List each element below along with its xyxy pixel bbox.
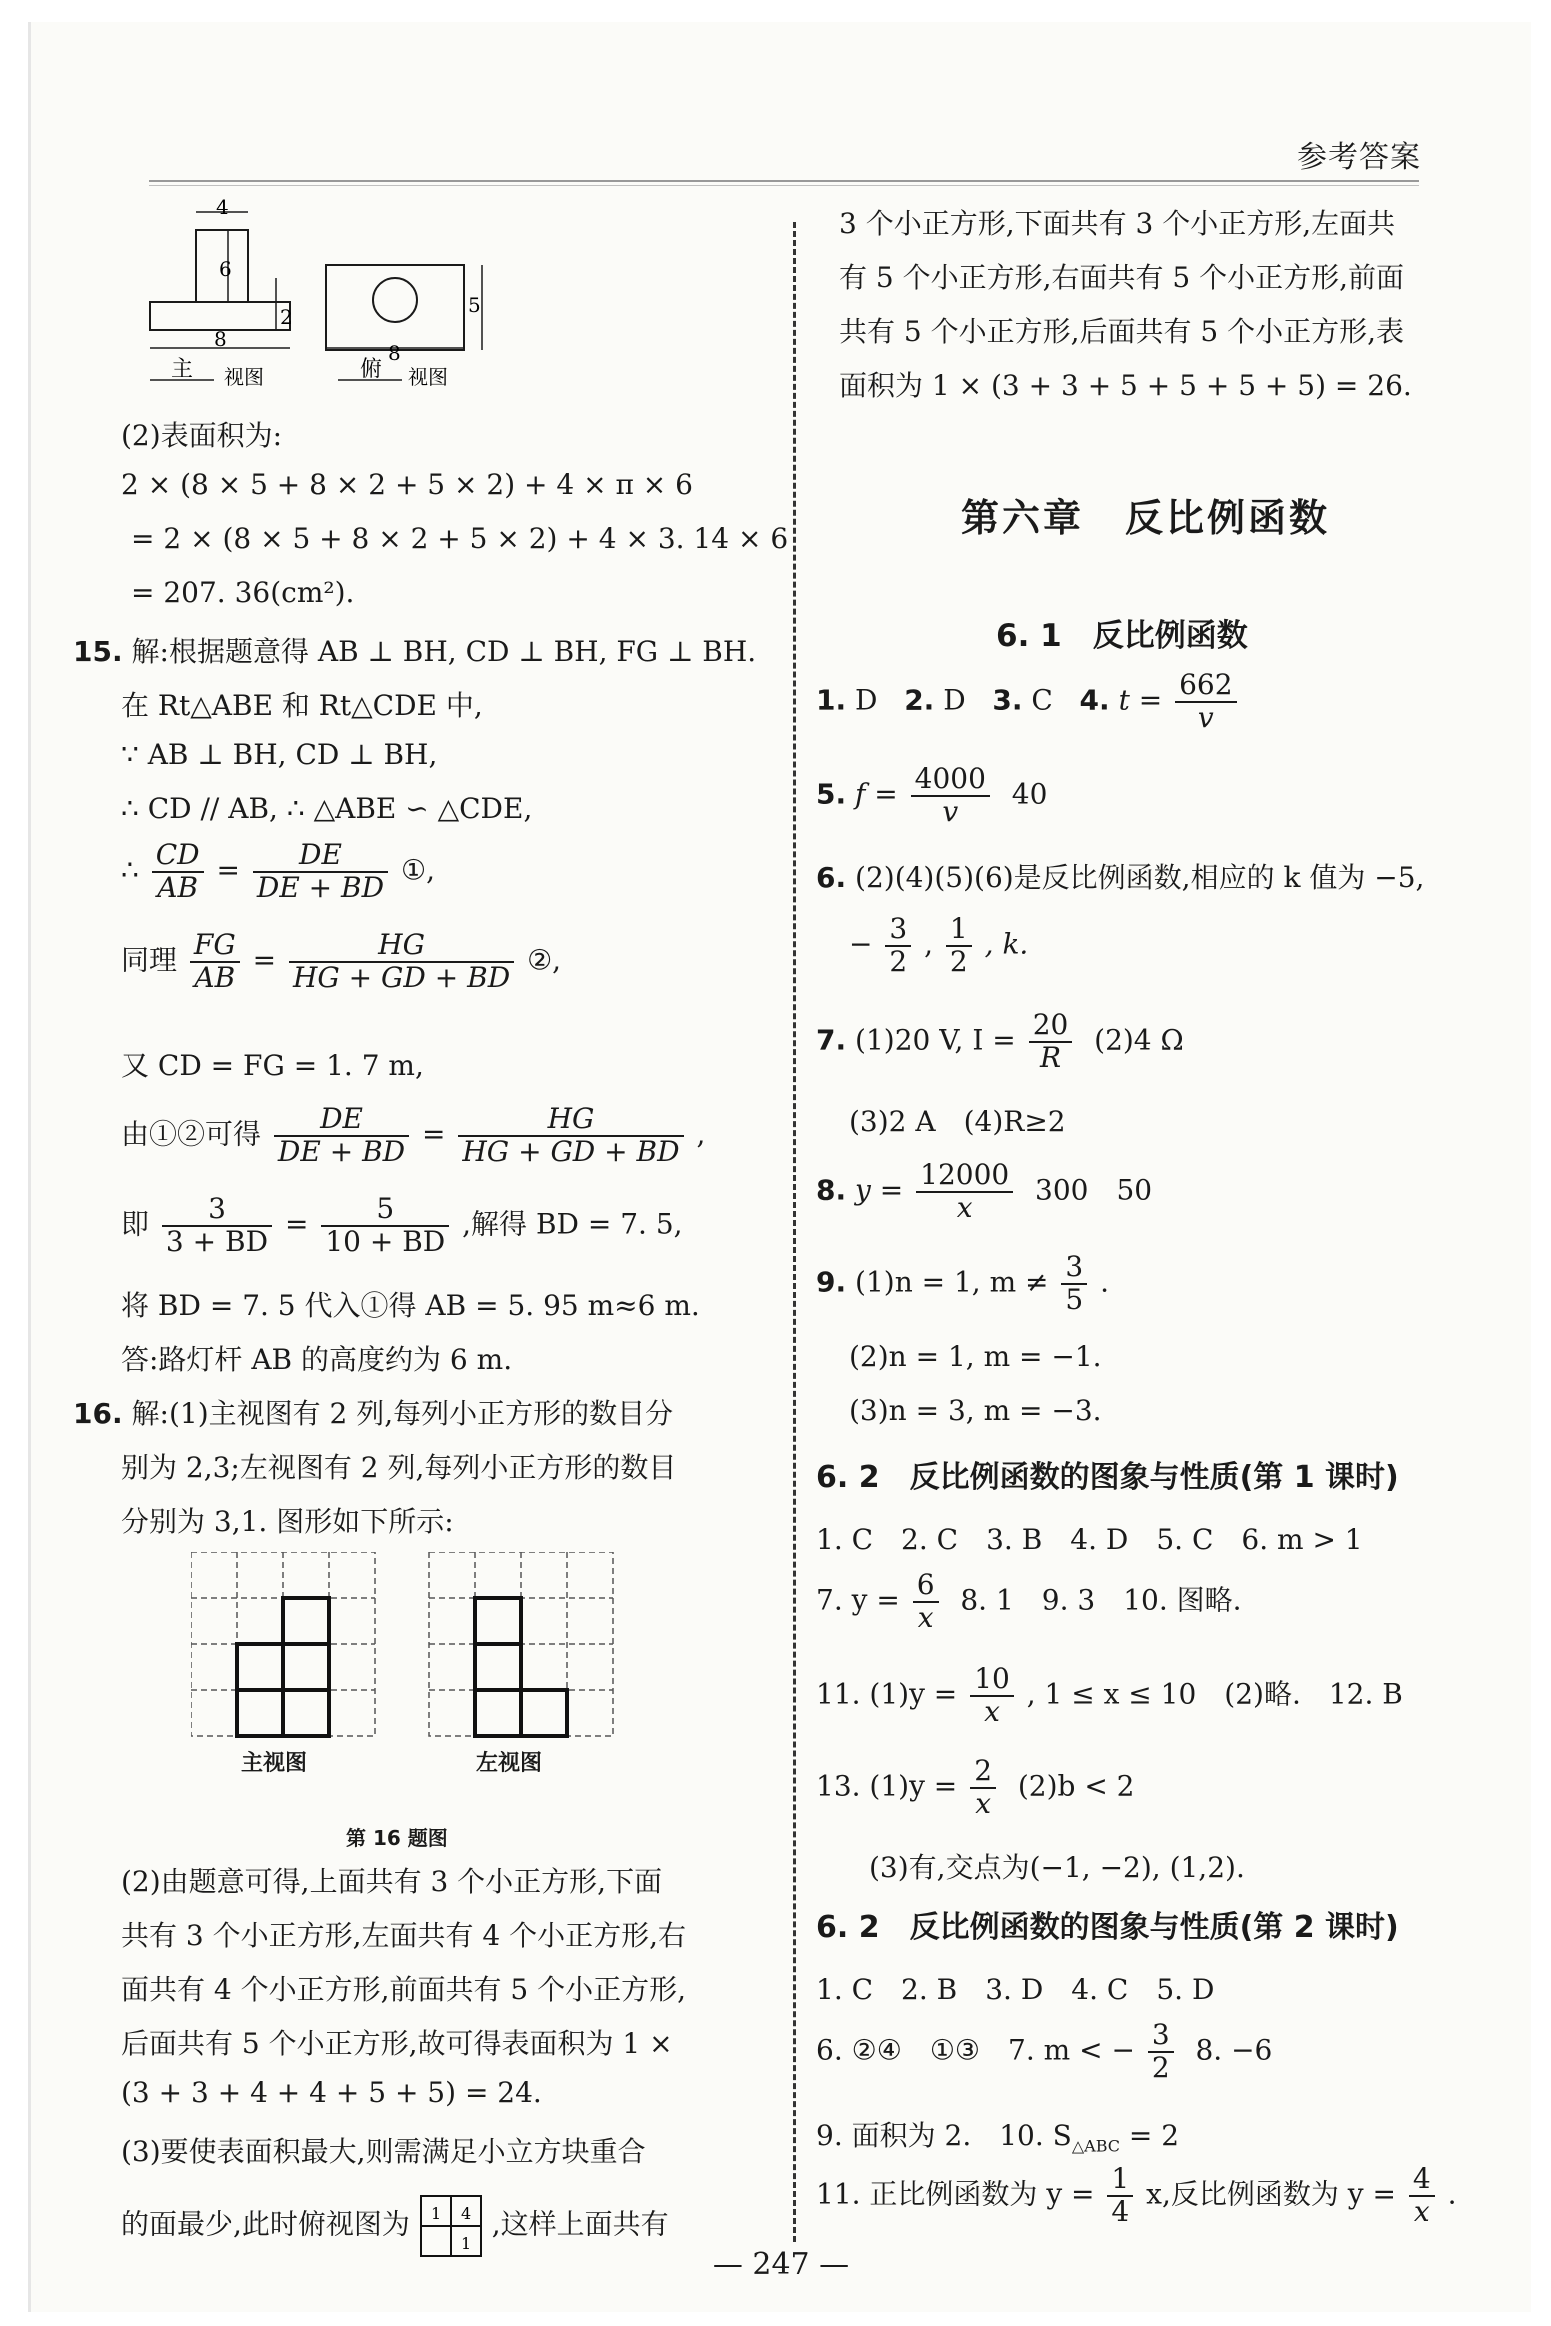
b11-frac: $\frac{10}{x}$ xyxy=(970,1664,1014,1728)
c9-text: 9. 面积为 2. 10. S xyxy=(816,2119,1072,2152)
q15-l5-pre: ∴ xyxy=(121,853,139,887)
ans-6-line1 xyxy=(816,856,1424,896)
q15-l6-frac2: $\frac{HG}{HG + GD + BD}$ xyxy=(289,930,514,994)
q15-line9: 即 $\frac{3}{3 + BD}$ = $\frac{5}{10 + BD}$ ,解得 BD = 7. 5, xyxy=(121,1192,683,1258)
b13-frac: $\frac{2}{x}$ xyxy=(970,1756,996,1820)
p14b-label: (2)表面积为: xyxy=(121,419,283,452)
q15-l5-frac1: $\frac{CD}{AB}$ xyxy=(152,840,204,904)
p14b-line2: = 2 × (8 × 5 + 8 × 2 + 5 × 2) + 4 × 3. 14 × 6 xyxy=(131,522,789,555)
ans-7-line1 xyxy=(816,1010,1184,1074)
q15-l8-post: , xyxy=(696,1117,706,1151)
a8-post: 300 50 xyxy=(1035,1173,1153,1207)
c9-sub: △ABC xyxy=(1071,2136,1120,2156)
q15-line11: 答:路灯杆 AB 的高度约为 6 m. xyxy=(121,1343,513,1376)
a4-pre: t = xyxy=(1118,683,1163,717)
a3-val: C xyxy=(1031,683,1053,717)
a5-frac: $\frac{4000}{v}$ xyxy=(911,764,990,828)
q16-p2-line2: 共有 3 个小正方形,左面共有 4 个小正方形,右 xyxy=(121,1919,687,1952)
q15-line7: 又 CD = FG = 1. 7 m, xyxy=(121,1049,424,1082)
cont-line4: 面积为 1 × (3 + 3 + 5 + 5 + 5 + 5) = 26. xyxy=(839,369,1412,402)
q15-line3: ∵ AB ⊥ BH, CD ⊥ BH, xyxy=(121,738,438,771)
a2-val: D xyxy=(943,683,966,717)
c11-frac2: $\frac{4}{x}$ xyxy=(1409,2164,1435,2228)
ans-7-line2: (3)2 A (4)R≥2 xyxy=(849,1105,1066,1138)
a9-num: 9. xyxy=(816,1265,847,1299)
q15-l8-frac1: $\frac{DE}{DE + BD}$ xyxy=(274,1104,409,1168)
c6-frac: $\frac{3}{2}$ xyxy=(1148,2020,1174,2084)
ans-b7 xyxy=(816,1570,1242,1634)
c11-mid: x,反比例函数为 y = xyxy=(1146,2177,1396,2211)
front-view-squares xyxy=(237,1598,329,1736)
grid-right-caption: 左视图 xyxy=(476,1751,543,1776)
a8-frac: $\frac{12000}{x}$ xyxy=(916,1160,1013,1224)
ans-b13 xyxy=(816,1756,1135,1820)
q16-line1 xyxy=(73,1392,673,1432)
a8-num: 8. xyxy=(816,1173,847,1207)
q15-number: 15. xyxy=(73,635,123,668)
q15-text1: 解:根据题意得 AB ⊥ BH, CD ⊥ BH, FG ⊥ BH. xyxy=(131,635,757,668)
a2-num: 2. xyxy=(904,683,935,717)
ans-8 xyxy=(816,1160,1152,1224)
grid-left-caption: 主视图 xyxy=(241,1751,308,1776)
top-view-label: 俯 xyxy=(360,357,383,382)
b13-post: (2)b < 2 xyxy=(1017,1769,1135,1803)
a6-num: 6. xyxy=(816,861,847,894)
q15-l6-frac1: $\frac{FG}{AB}$ xyxy=(190,930,240,994)
ans-b11 xyxy=(816,1664,1403,1728)
q15-line10: 将 BD = 7. 5 代入①得 AB = 5. 95 m≈6 m. xyxy=(121,1289,700,1322)
q15-l8-pre: 由①②可得 xyxy=(121,1117,262,1151)
q15-line8: 由①②可得 $\frac{DE}{DE + BD}$ = $\frac{HG}{HG + GD + BD}$ , xyxy=(121,1102,706,1168)
ans-9-line3: (3)n = 3, m = −3. xyxy=(849,1394,1102,1427)
q16-line2: 别为 2,3;左视图有 2 列,每列小正方形的数目 xyxy=(121,1451,677,1484)
b13-pre: 13. (1)y = xyxy=(816,1769,958,1803)
b7-post: 8. 1 9. 3 10. 图略. xyxy=(960,1583,1242,1617)
mini-tr: 4 xyxy=(460,2204,471,2223)
q15-line4: ∴ CD // AB, ∴ △ABE ∽ △CDE, xyxy=(121,792,533,825)
views-figure xyxy=(116,190,516,400)
ans-6-1-line1 xyxy=(816,670,1241,734)
section-6-1-title: 6. 1 反比例函数 xyxy=(996,618,1248,654)
c11-frac1: $\frac{1}{4}$ xyxy=(1107,2164,1133,2228)
q15-l6-pre: 同理 xyxy=(121,943,178,977)
front-view-label: 主 xyxy=(171,357,194,382)
a6-text1: (2)(4)(5)(6)是反比例函数,相应的 k 值为 −5, xyxy=(855,861,1425,894)
p14b-line1: 2 × (8 × 5 + 8 × 2 + 5 × 2) + 4 × π × 6 xyxy=(121,468,693,501)
c11-post: . xyxy=(1447,2177,1457,2211)
front-height-dim: 6 xyxy=(219,257,232,281)
a5-num: 5. xyxy=(816,777,847,811)
front-view-suffix: 视图 xyxy=(224,365,264,389)
q15-line6: 同理 $\frac{FG}{AB}$ = $\frac{HG}{HG + GD + BD}$ ②, xyxy=(121,928,562,994)
q15-l6-post: ②, xyxy=(527,943,562,977)
b7-frac: $\frac{6}{x}$ xyxy=(913,1570,939,1634)
section-6-2-part2-title: 6. 2 反比例函数的图象与性质(第 2 课时) xyxy=(816,1910,1399,1945)
a1-num: 1. xyxy=(816,683,847,717)
ans-c11 xyxy=(816,2164,1456,2228)
a7-num: 7. xyxy=(816,1023,847,1057)
c11-pre: 11. 正比例函数为 y = xyxy=(816,2177,1095,2211)
a4-frac: $\frac{662}{v}$ xyxy=(1175,670,1236,734)
ans-c9 xyxy=(816,2114,1179,2156)
q16-text1: 解:(1)主视图有 2 列,每列小正方形的数目分 xyxy=(131,1397,674,1430)
q16-p2-line3: 面共有 4 个小正方形,前面共有 5 个小正方形, xyxy=(121,1973,687,2006)
top-width-dim: 8 xyxy=(388,341,401,365)
page-number: — 247 — xyxy=(712,2247,850,2282)
cont-line3: 共有 5 个小正方形,后面共有 5 个小正方形,表 xyxy=(839,315,1405,348)
mini-tl: 1 xyxy=(430,2204,441,2223)
a3-num: 3. xyxy=(992,683,1023,717)
front-base-dim: 2 xyxy=(280,305,293,329)
q15-l5-post: ①, xyxy=(400,853,435,887)
front-width-dim: 8 xyxy=(214,327,227,351)
q15-l8-frac2: $\frac{HG}{HG + GD + BD}$ xyxy=(458,1104,683,1168)
q15-l9-frac1: $\frac{3}{3 + BD}$ xyxy=(162,1194,272,1258)
running-header: 参考答案 xyxy=(1297,140,1421,175)
q15-line2: 在 Rt△ABE 和 Rt△CDE 中, xyxy=(121,689,483,722)
a6-frac1: $\frac{3}{2}$ xyxy=(885,914,911,978)
q15-line5: ∴ $\frac{CD}{AB}$ = $\frac{DE}{DE + BD}$ ①, xyxy=(121,838,435,904)
mini-br: 1 xyxy=(460,2234,471,2253)
a9-pre: (1)n = 1, m ≠ xyxy=(855,1265,1049,1299)
q15-l9-post: ,解得 BD = 7. 5, xyxy=(462,1207,683,1241)
a7-post: (2)4 Ω xyxy=(1094,1023,1184,1057)
ans-6-line2: − $\frac{3}{2}$ , $\frac{1}{2}$ , k. xyxy=(849,912,1029,978)
c6-pre: 6. ②④ ①③ 7. m < − xyxy=(816,2033,1135,2067)
a1-val: D xyxy=(855,683,878,717)
top-height-dim: 5 xyxy=(468,293,481,317)
a5-pre: f = xyxy=(855,777,898,811)
ans-9-line2: (2)n = 1, m = −1. xyxy=(849,1340,1102,1373)
top-view-suffix: 视图 xyxy=(408,365,448,389)
q15-line1 xyxy=(73,630,756,670)
a4-num: 4. xyxy=(1079,683,1110,717)
header-rule xyxy=(149,180,1419,182)
a9-frac: $\frac{3}{5}$ xyxy=(1061,1252,1087,1316)
a7-pre: (1)20 V, I = xyxy=(855,1023,1016,1057)
q16-number: 16. xyxy=(73,1397,123,1430)
a8-pre: y = xyxy=(855,1173,904,1207)
c6-post: 8. −6 xyxy=(1195,2033,1273,2067)
header-rule-thin xyxy=(149,185,1419,186)
q16-line3: 分别为 3,1. 图形如下所示: xyxy=(121,1505,454,1538)
q16-p2-line5: (3 + 3 + 4 + 4 + 5 + 5) = 24. xyxy=(121,2076,542,2109)
left-view-squares xyxy=(475,1598,567,1736)
p14b-line3: = 207. 36(cm²). xyxy=(131,576,355,609)
ans-c1-line: 1. C 2. B 3. D 4. C 5. D xyxy=(816,1973,1215,2006)
ans-b1-line: 1. C 2. C 3. B 4. D 5. C 6. m > 1 xyxy=(816,1523,1363,1556)
page-sheet xyxy=(28,22,1531,2312)
ans-b13-line2: (3)有,交点为(−1, −2), (1,2). xyxy=(869,1851,1245,1884)
figure-caption: 第 16 题图 xyxy=(346,1826,448,1850)
a6-post: , k. xyxy=(984,927,1029,961)
chapter-title: 第六章 反比例函数 xyxy=(961,496,1331,540)
cont-line2: 有 5 个小正方形,右面共有 5 个小正方形,前面 xyxy=(839,261,1405,294)
q15-l9-pre: 即 xyxy=(121,1207,150,1241)
ans-9-line1 xyxy=(816,1252,1109,1316)
a7-frac: $\frac{20}{R}$ xyxy=(1029,1010,1073,1074)
a5-post: 40 xyxy=(1011,777,1048,811)
a6-frac2: $\frac{1}{2}$ xyxy=(946,914,972,978)
q16-p2-line4: 后面共有 5 个小正方形,故可得表面积为 1 × xyxy=(121,2027,673,2060)
b11-post: , 1 ≤ x ≤ 10 (2)略. 12. B xyxy=(1026,1677,1403,1711)
ans-5 xyxy=(816,764,1047,828)
q15-l9-frac2: $\frac{5}{10 + BD}$ xyxy=(321,1194,449,1258)
section-6-2-part1-title: 6. 2 反比例函数的图象与性质(第 1 课时) xyxy=(816,1460,1399,1495)
b11-pre: 11. (1)y = xyxy=(816,1677,958,1711)
q16-p2-line1: (2)由题意可得,上面共有 3 个小正方形,下面 xyxy=(121,1865,663,1898)
column-divider xyxy=(793,222,796,2242)
q16-p3-l2-post: ,这样上面共有 xyxy=(491,2207,669,2241)
cont-line1: 3 个小正方形,下面共有 3 个小正方形,左面共 xyxy=(839,207,1396,240)
b7-pre: 7. y = xyxy=(816,1583,900,1617)
front-top-dim: 4 xyxy=(216,195,229,219)
q16-p3-line1: (3)要使表面积最大,则需满足小立方块重合 xyxy=(121,2135,646,2168)
q15-l5-frac2: $\frac{DE}{DE + BD}$ xyxy=(253,840,388,904)
c9-post: = 2 xyxy=(1128,2119,1180,2152)
a9-post: . xyxy=(1100,1265,1110,1299)
q16-p3-l2-pre: 的面最少,此时俯视图为 xyxy=(121,2207,410,2241)
ans-c6 xyxy=(816,2020,1272,2084)
